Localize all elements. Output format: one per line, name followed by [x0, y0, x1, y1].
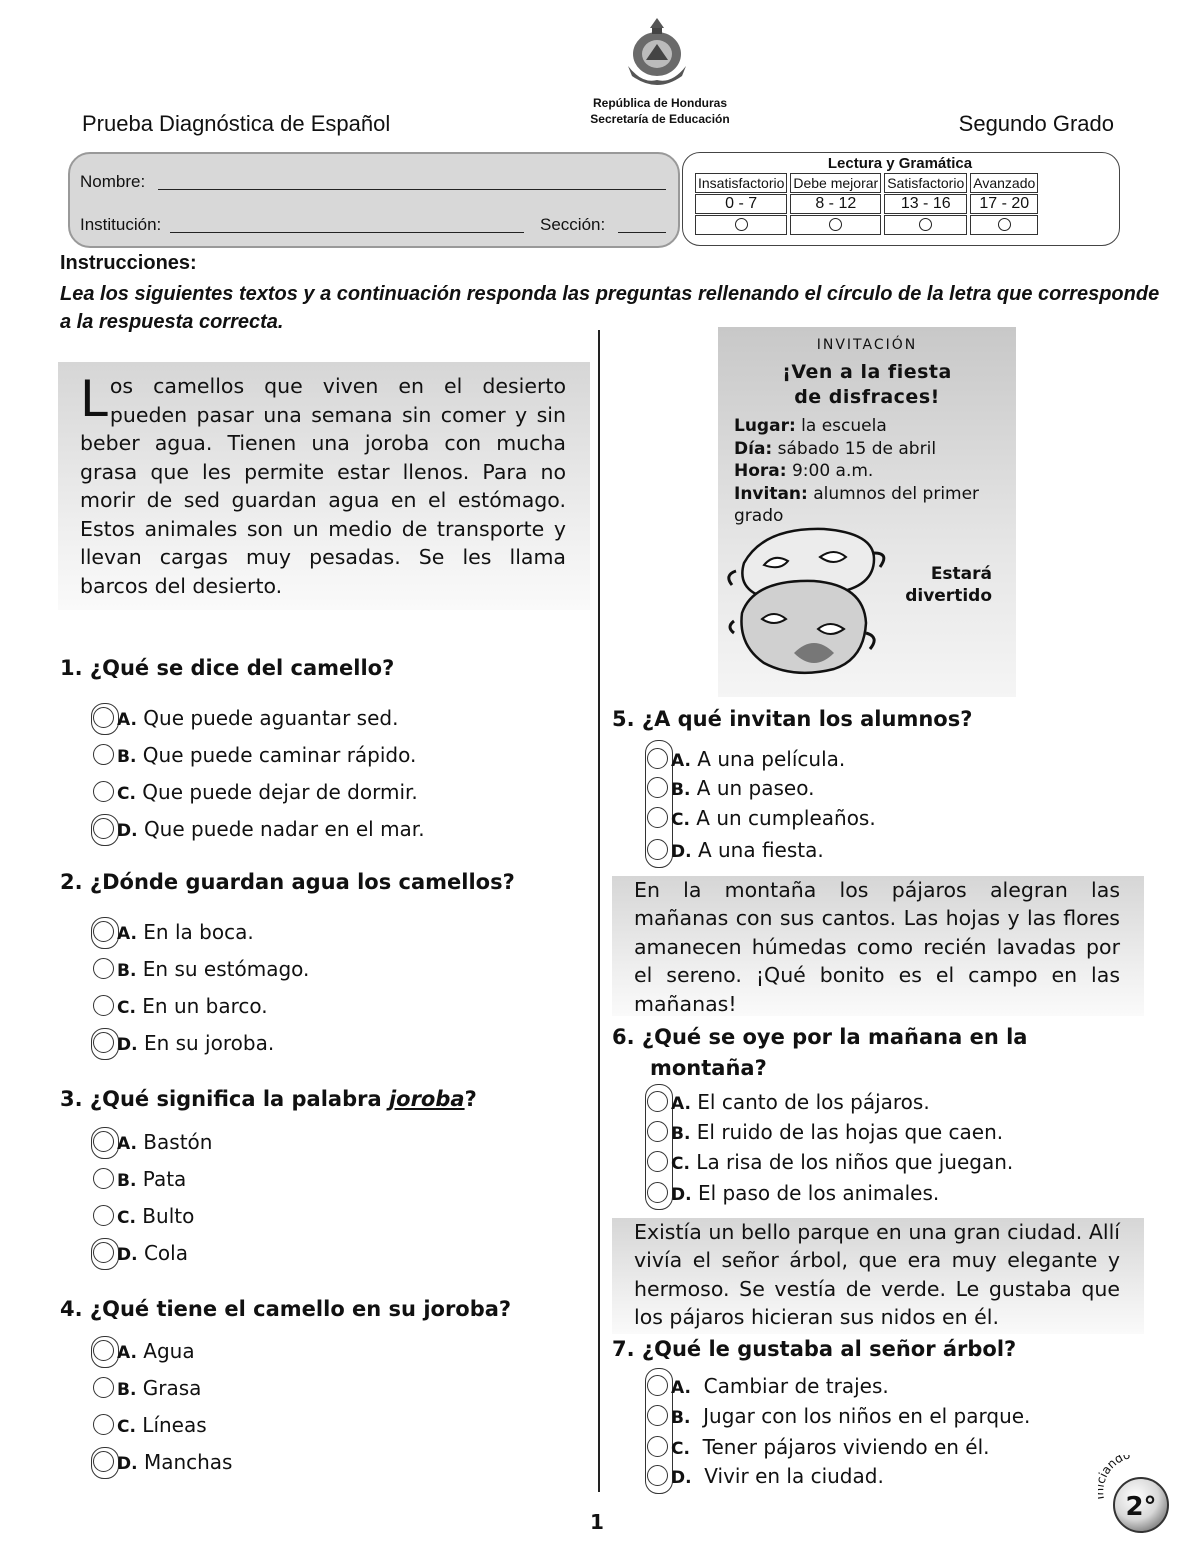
headline-line: de disfraces! [794, 386, 940, 408]
question-3-option-b[interactable]: B. Pata [93, 1164, 186, 1194]
answer-bubble[interactable] [93, 921, 114, 942]
honduras-crest-icon [622, 14, 692, 92]
section-label: Sección: [540, 215, 606, 234]
level-bubble[interactable] [919, 218, 932, 231]
answer-bubble[interactable] [93, 1205, 114, 1226]
answer-bubble[interactable] [647, 748, 668, 769]
answer-bubble[interactable] [93, 1242, 114, 1263]
badge-grade: 2° [1125, 1492, 1157, 1522]
level-range: 8 - 12 [790, 194, 881, 214]
instructions-text: Lea los siguientes textos y a continuación responda las preguntas rellenando el círculo de la letra que corresponde a la respuesta correcta. [60, 283, 1160, 333]
answer-bubble[interactable] [647, 807, 668, 828]
name-field[interactable] [158, 188, 666, 190]
camel-passage-text: os camellos que viven en el desierto pueden pasar una semana sin comer y sin beber agua. Tienen una joroba con mucha grasa que les permite estar llenos. Para no morir de sed guardan agua en el estómago. Estos animales son un medio de transporte y llevan cargas muy pesadas. Se les llama barcos del desierto. [80, 374, 566, 598]
answer-bubble[interactable] [647, 1375, 668, 1396]
question-6-option-a[interactable]: A. El canto de los pájaros. [647, 1087, 930, 1117]
invitation-kicker: INVITACIÓN [816, 337, 918, 353]
answer-bubble[interactable] [93, 1032, 114, 1053]
question-3-option-d[interactable]: D. Cola [93, 1238, 188, 1268]
question-4-option-a[interactable]: A. Agua [93, 1336, 195, 1366]
question-7-option-c[interactable]: C. Tener pájaros viviendo en él. [647, 1432, 990, 1462]
ministry-header [560, 95, 760, 127]
country-name: República de Honduras [592, 96, 728, 110]
question-5: 5. ¿A qué invitan los alumnos? [612, 707, 973, 731]
answer-bubble[interactable] [93, 781, 114, 802]
answer-bubble[interactable] [647, 1182, 668, 1203]
level-circle-cell [970, 215, 1038, 235]
question-2: 2. ¿Dónde guardan agua los camellos? [60, 870, 515, 894]
answer-bubble[interactable] [93, 818, 114, 839]
answer-bubble[interactable] [93, 1377, 114, 1398]
badge-arc-text: ando [1098, 1455, 1132, 1477]
level-range: 13 - 16 [884, 194, 967, 214]
mountain-passage-text: En la montaña los pájaros alegran las mañanas con sus cantos. Las hojas y las flores amanecen húmedas como recién lavadas por el sereno. ¡Qué bonito es el campo en las mañanas! [634, 878, 1120, 1016]
score-table [692, 172, 1041, 236]
answer-bubble[interactable] [647, 1465, 668, 1486]
level-bubble[interactable] [735, 218, 748, 231]
level-label: Satisfactorio [884, 173, 967, 193]
section-field[interactable] [618, 231, 666, 233]
question-3: 3. ¿Qué significa la palabra joroba? [60, 1087, 477, 1111]
answer-bubble[interactable] [647, 777, 668, 798]
answer-bubble[interactable] [647, 839, 668, 860]
answer-bubble[interactable] [647, 1151, 668, 1172]
level-circle-cell [695, 215, 787, 235]
question-2-option-b[interactable]: B. En su estómago. [93, 954, 309, 984]
answer-bubble[interactable] [93, 1168, 114, 1189]
question-3-option-c[interactable]: C. Bulto [93, 1201, 194, 1231]
invitation-card [718, 327, 1016, 697]
grade-badge [1098, 1455, 1178, 1535]
question-4-option-d[interactable]: D. Manchas [93, 1447, 232, 1477]
answer-bubble[interactable] [93, 1131, 114, 1152]
answer-bubble[interactable] [647, 1405, 668, 1426]
answer-bubble[interactable] [93, 958, 114, 979]
question-1-option-c[interactable]: C. Que puede dejar de dormir. [93, 777, 418, 807]
tree-passage-text: Existía un bello parque en una gran ciudad. Allí vivía el señor árbol, que era muy elegante y hermoso. Se vestía de verde. Le gustaba que los pájaros hicieran sus nidos en él. [634, 1220, 1120, 1330]
question-4: 4. ¿Qué tiene el camello en su joroba? [60, 1297, 512, 1321]
question-4-option-c[interactable]: C. Líneas [93, 1410, 207, 1440]
answer-bubble[interactable] [647, 1091, 668, 1112]
question-5-option-a[interactable]: A. A una película. [647, 744, 845, 774]
answer-bubble[interactable] [93, 1340, 114, 1361]
question-1-option-a[interactable]: A. Que puede aguantar sed. [93, 703, 398, 733]
question-2-option-a[interactable]: A. En la boca. [93, 917, 254, 947]
question-6-option-b[interactable]: B. El ruido de las hojas que caen. [647, 1117, 1003, 1147]
question-5-option-b[interactable]: B. A un paseo. [647, 773, 814, 803]
name-label: Nombre: [80, 172, 146, 191]
invitation-fun-note: Estará divertido [905, 564, 992, 606]
institution-label: Institución: [80, 215, 162, 234]
level-circle-cell [884, 215, 967, 235]
question-2-option-c[interactable]: C. En un barco. [93, 991, 268, 1021]
level-circle-cell [790, 215, 881, 235]
day-row: Día: sábado 15 de abril [734, 438, 937, 459]
column-divider [598, 330, 600, 1492]
answer-bubble[interactable] [93, 707, 114, 728]
level-range: 0 - 7 [695, 194, 787, 214]
question-5-option-d[interactable]: D. A una fiesta. [647, 835, 824, 865]
hosts-row: Invitan: alumnos del primer grado [734, 483, 980, 526]
ministry-name: Secretaría de Educación [590, 112, 730, 126]
invitation-headline [718, 360, 1016, 410]
instructions-title: Instrucciones: [60, 252, 197, 274]
answer-bubble[interactable] [93, 1414, 114, 1435]
level-label: Insatisfactorio [695, 173, 787, 193]
level-range: 17 - 20 [970, 194, 1038, 214]
time-row: Hora: 9:00 a.m. [734, 461, 874, 481]
masks-icon [724, 523, 894, 681]
test-title: Prueba Diagnóstica de Español [82, 111, 391, 136]
answer-bubble[interactable] [647, 1436, 668, 1457]
level-label: Debe mejorar [790, 173, 881, 193]
question-7: 7. ¿Qué le gustaba al señor árbol? [612, 1337, 1017, 1361]
level-bubble[interactable] [829, 218, 842, 231]
question-6: 6. ¿Qué se oye por la mañana en la montaña? [612, 1025, 1028, 1080]
answer-bubble[interactable] [93, 744, 114, 765]
page-number: 1 [590, 1510, 604, 1534]
place-row: Lugar: la escuela [734, 416, 887, 436]
answer-bubble[interactable] [93, 995, 114, 1016]
question-1-option-d[interactable]: D. Que puede nadar en el mar. [93, 814, 425, 844]
question-5-option-c[interactable]: C. A un cumpleaños. [647, 803, 876, 833]
level-label: Avanzado [970, 173, 1038, 193]
camel-passage [58, 362, 590, 610]
headline-line: ¡Ven a la fiesta [782, 361, 952, 383]
grade-title: Segundo Grado [958, 111, 1114, 136]
question-7-option-b[interactable]: B. Jugar con los niños en el parque. [647, 1401, 1030, 1431]
question-6-option-d[interactable]: D. El paso de los animales. [647, 1178, 939, 1208]
tree-passage [612, 1218, 1144, 1334]
answer-bubble[interactable] [647, 1121, 668, 1142]
question-7-option-a[interactable]: A. Cambiar de trajes. [647, 1371, 889, 1401]
question-1-option-b[interactable]: B. Que puede caminar rápido. [93, 740, 416, 770]
question-4-option-b[interactable]: B. Grasa [93, 1373, 201, 1403]
level-bubble[interactable] [998, 218, 1011, 231]
answer-bubble[interactable] [93, 1451, 114, 1472]
question-2-option-d[interactable]: D. En su joroba. [93, 1028, 274, 1058]
mountain-passage [612, 876, 1144, 1016]
institution-field[interactable] [170, 231, 524, 233]
invitation-details [734, 415, 1010, 528]
question-7-option-d[interactable]: D. Vivir en la ciudad. [647, 1461, 884, 1491]
score-title: Lectura y Gramática [827, 155, 973, 172]
keyword-joroba: joroba [388, 1087, 465, 1111]
question-1: 1. ¿Qué se dice del camello? [60, 656, 395, 680]
drop-cap: L [80, 370, 108, 428]
question-3-option-a[interactable]: A. Bastón [93, 1127, 212, 1157]
question-6-option-c[interactable]: C. La risa de los niños que juegan. [647, 1147, 1013, 1177]
